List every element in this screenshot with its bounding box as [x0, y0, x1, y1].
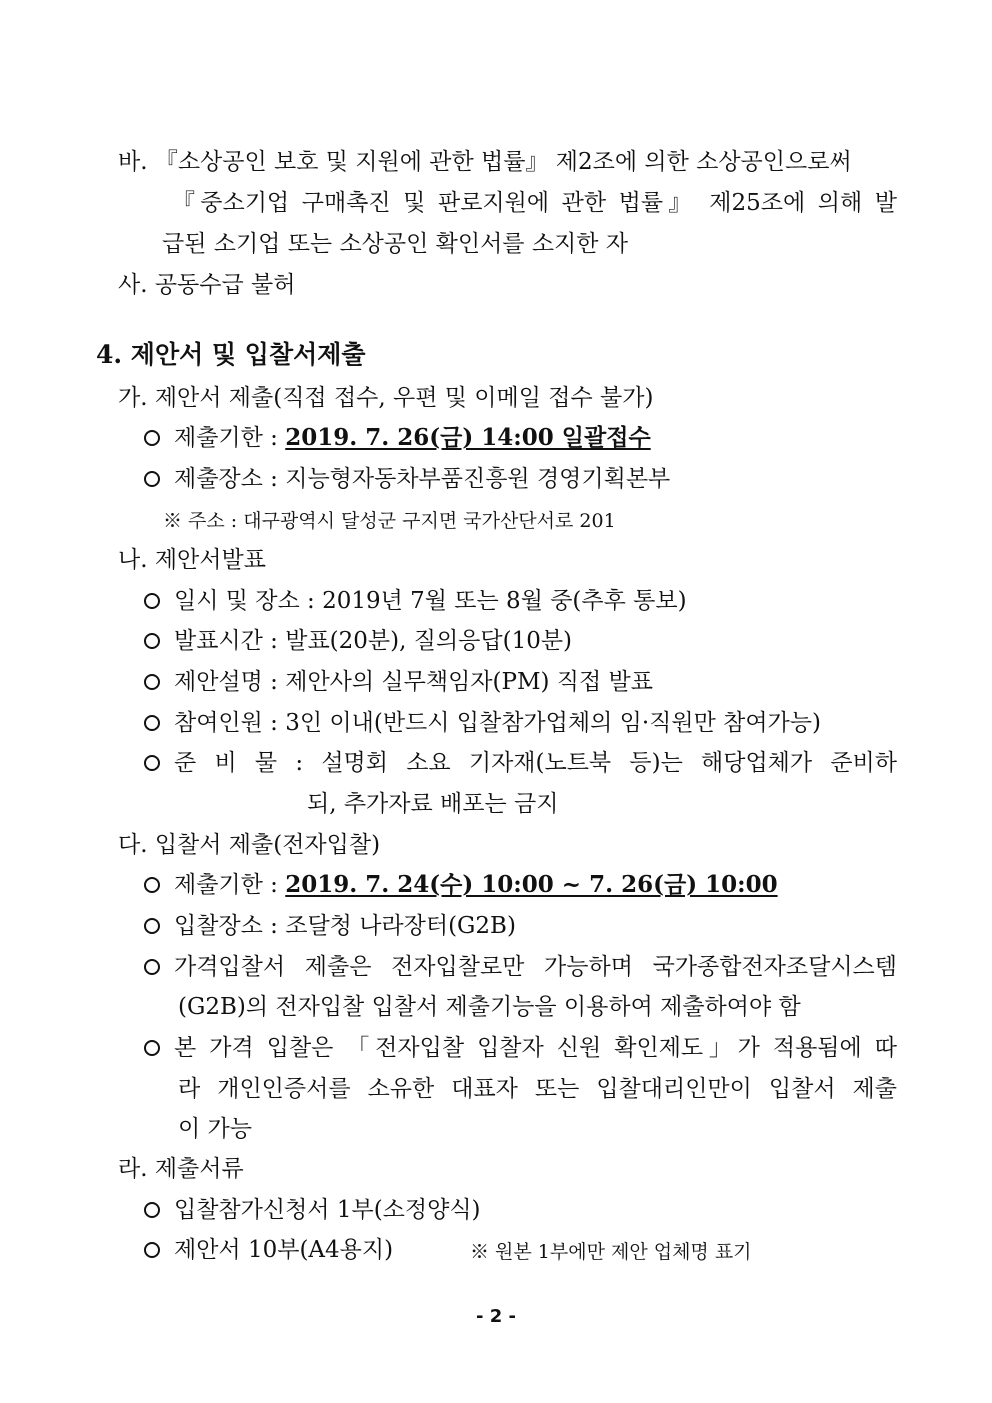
da-cert — [144, 1032, 897, 1064]
na-attendees — [144, 707, 821, 739]
ga-deadline-label: 제출기한 : — [174, 425, 286, 451]
da-place-text: 입찰장소 : 조달청 나라장터(G2B) — [174, 913, 516, 939]
ga-deadline-value: 2019. 7. 26(금) 14:00 일괄접수 — [285, 424, 651, 451]
da-cert-line2: 라 개인인증서를 소유한 대표자 또는 입찰대리인만이 입찰서 제출 — [178, 1076, 897, 1102]
na-date-place — [144, 585, 687, 617]
na-attendees-text: 참여인원 : 3인 이내(반드시 입찰참가업체의 임·직원만 참여가능) — [174, 710, 821, 736]
circle-bullet-icon — [144, 1242, 160, 1258]
item-ba-line2: 『중소기업 구매촉진 및 판로지원에 관한 법률』 제25조에 의해 발 — [172, 190, 897, 216]
circle-bullet-icon — [144, 674, 160, 690]
circle-bullet-icon — [144, 1202, 160, 1218]
na-supplies-line2: 되, 추가자료 배포는 금지 — [307, 791, 559, 817]
da-price-line2: (G2B)의 전자입찰 입찰서 제출기능을 이용하여 제출하여야 함 — [178, 994, 801, 1020]
circle-bullet-icon — [144, 715, 160, 731]
ga-place-text: 제출장소 : 지능형자동차부품진흥원 경영기획본부 — [174, 466, 671, 492]
item-sa — [118, 269, 295, 301]
na-supplies — [144, 747, 897, 779]
na-date-place-text: 일시 및 장소 : 2019년 7월 또는 8월 중(추후 통보) — [174, 588, 687, 614]
section-4-title: 4. 제안서 및 입찰서제출 — [96, 340, 366, 369]
ga-deadline — [144, 422, 651, 454]
da-cert-text1: 본 가격 입찰은 「전자입찰 입찰자 신원 확인제도」가 적용됨에 따 — [174, 1035, 897, 1061]
circle-bullet-icon — [144, 633, 160, 649]
da-place — [144, 910, 516, 942]
ra-doc1 — [144, 1194, 481, 1226]
ra-doc2-note: ※ 원본 1부에만 제안 업체명 표기 — [470, 1241, 752, 1263]
da-deadline — [144, 869, 778, 901]
na-supplies-text1: 준 비 물 : 설명회 소요 기자재(노트북 등)는 해당업체가 준비하 — [174, 750, 897, 776]
item-ba-marker: 바. — [118, 149, 148, 175]
circle-bullet-icon — [144, 471, 160, 487]
ra-doc2 — [144, 1234, 393, 1266]
ra-doc1-text: 입찰참가신청서 1부(소정양식) — [174, 1197, 481, 1223]
item-sa-marker: 사. — [118, 272, 148, 298]
circle-bullet-icon — [144, 755, 160, 771]
da-price-text1: 가격입찰서 제출은 전자입찰로만 가능하며 국가종합전자조달시스템 — [174, 954, 897, 980]
circle-bullet-icon — [144, 1040, 160, 1056]
ra-doc2-text: 제안서 10부(A4용지) — [174, 1237, 394, 1263]
da-price — [144, 951, 897, 983]
item-sa-text: 공동수급 불허 — [154, 272, 296, 298]
item-ba-line3: 급된 소기업 또는 소상공인 확인서를 소지한 자 — [162, 231, 629, 257]
item-da-heading: 다. 입찰서 제출(전자입찰) — [118, 832, 381, 858]
item-na-heading: 나. 제안서발표 — [118, 547, 266, 573]
da-deadline-label: 제출기한 : — [174, 872, 286, 898]
na-explainer — [144, 666, 653, 698]
circle-bullet-icon — [144, 430, 160, 446]
page-number: - 2 - — [476, 1306, 516, 1327]
ga-place — [144, 463, 670, 495]
na-time-text: 발표시간 : 발표(20분), 질의응답(10분) — [174, 628, 573, 654]
da-deadline-value: 2019. 7. 24(수) 10:00 ~ 7. 26(금) 10:00 — [285, 871, 778, 898]
circle-bullet-icon — [144, 959, 160, 975]
item-ra-heading: 라. 제출서류 — [118, 1156, 244, 1182]
circle-bullet-icon — [144, 593, 160, 609]
ga-address-note: ※ 주소 : 대구광역시 달성군 구지면 국가산단서로 201 — [163, 510, 616, 532]
da-cert-line3: 이 가능 — [178, 1116, 252, 1142]
circle-bullet-icon — [144, 877, 160, 893]
na-explainer-text: 제안설명 : 제안사의 실무책임자(PM) 직접 발표 — [174, 669, 653, 695]
item-ba-text1: 『소상공인 보호 및 지원에 관한 법률』 제2조에 의한 소상공인으로써 — [154, 149, 852, 175]
circle-bullet-icon — [144, 918, 160, 934]
item-ba-line1 — [118, 146, 852, 178]
na-time — [144, 625, 572, 657]
item-ga-heading: 가. 제안서 제출(직접 접수, 우편 및 이메일 접수 불가) — [118, 385, 654, 411]
